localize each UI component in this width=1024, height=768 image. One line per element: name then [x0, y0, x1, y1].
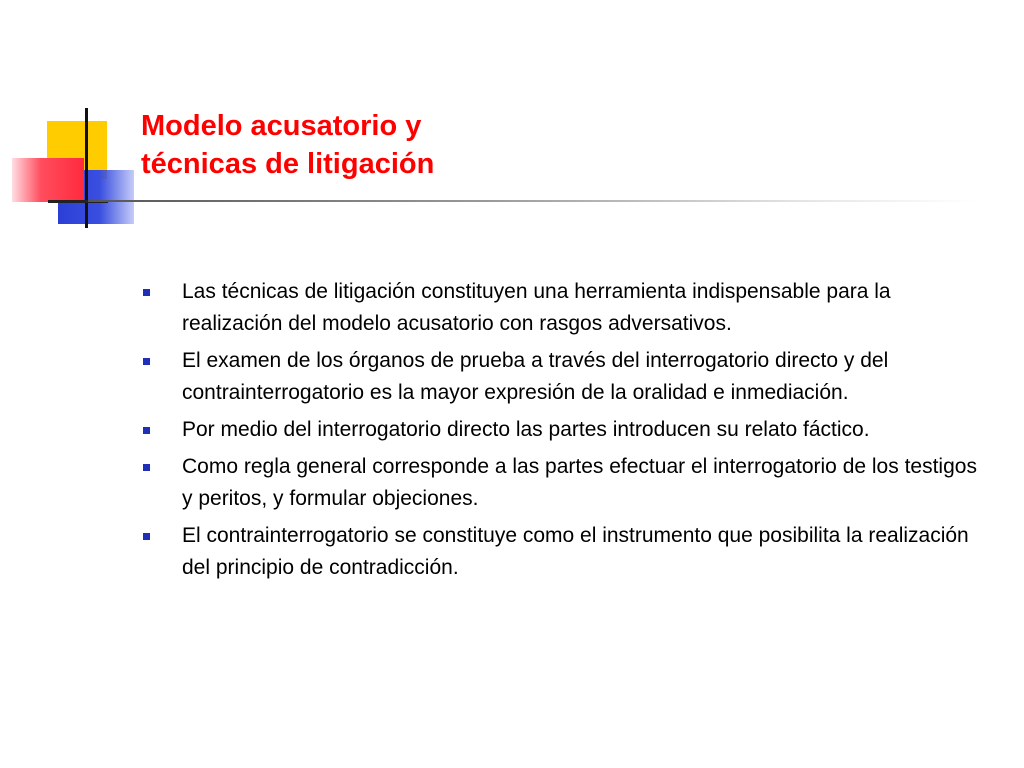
vertical-line-decoration — [85, 108, 88, 228]
bullet-text: El examen de los órganos de prueba a través del interrogatorio directo y del contrainterrogatorio es la mayor expresión de la oralidad e inmediación. — [182, 349, 889, 404]
square-bullet-icon — [143, 358, 150, 365]
bullet-item — [140, 276, 990, 340]
bullet-text: Las técnicas de litigación constituyen una herramienta indispensable para la realización del modelo acusatorio con rasgos adversativos. — [182, 280, 891, 335]
bullet-item — [140, 451, 990, 515]
square-bullet-icon — [143, 464, 150, 471]
red-square-decoration — [12, 158, 84, 202]
square-bullet-icon — [143, 533, 150, 540]
bullet-list — [140, 276, 990, 589]
bullet-item — [140, 520, 990, 584]
square-bullet-icon — [143, 289, 150, 296]
bullet-item — [140, 414, 990, 446]
square-bullet-icon — [143, 427, 150, 434]
slide-title — [141, 107, 961, 183]
title-underline — [88, 200, 978, 202]
bullet-item — [140, 345, 990, 409]
bullet-text: Como regla general corresponde a las partes efectuar el interrogatorio de los testigos y peritos, y formular objeciones. — [182, 455, 977, 510]
bullet-text: Por medio del interrogatorio directo las partes introducen su relato fáctico. — [182, 418, 870, 441]
bullet-text: El contrainterrogatorio se constituye como el instrumento que posibilita la realización del principio de contradicción. — [182, 524, 969, 579]
slide-title-line: Modelo acusatorio y — [141, 110, 422, 142]
slide-title-line: técnicas de litigación — [141, 148, 435, 180]
